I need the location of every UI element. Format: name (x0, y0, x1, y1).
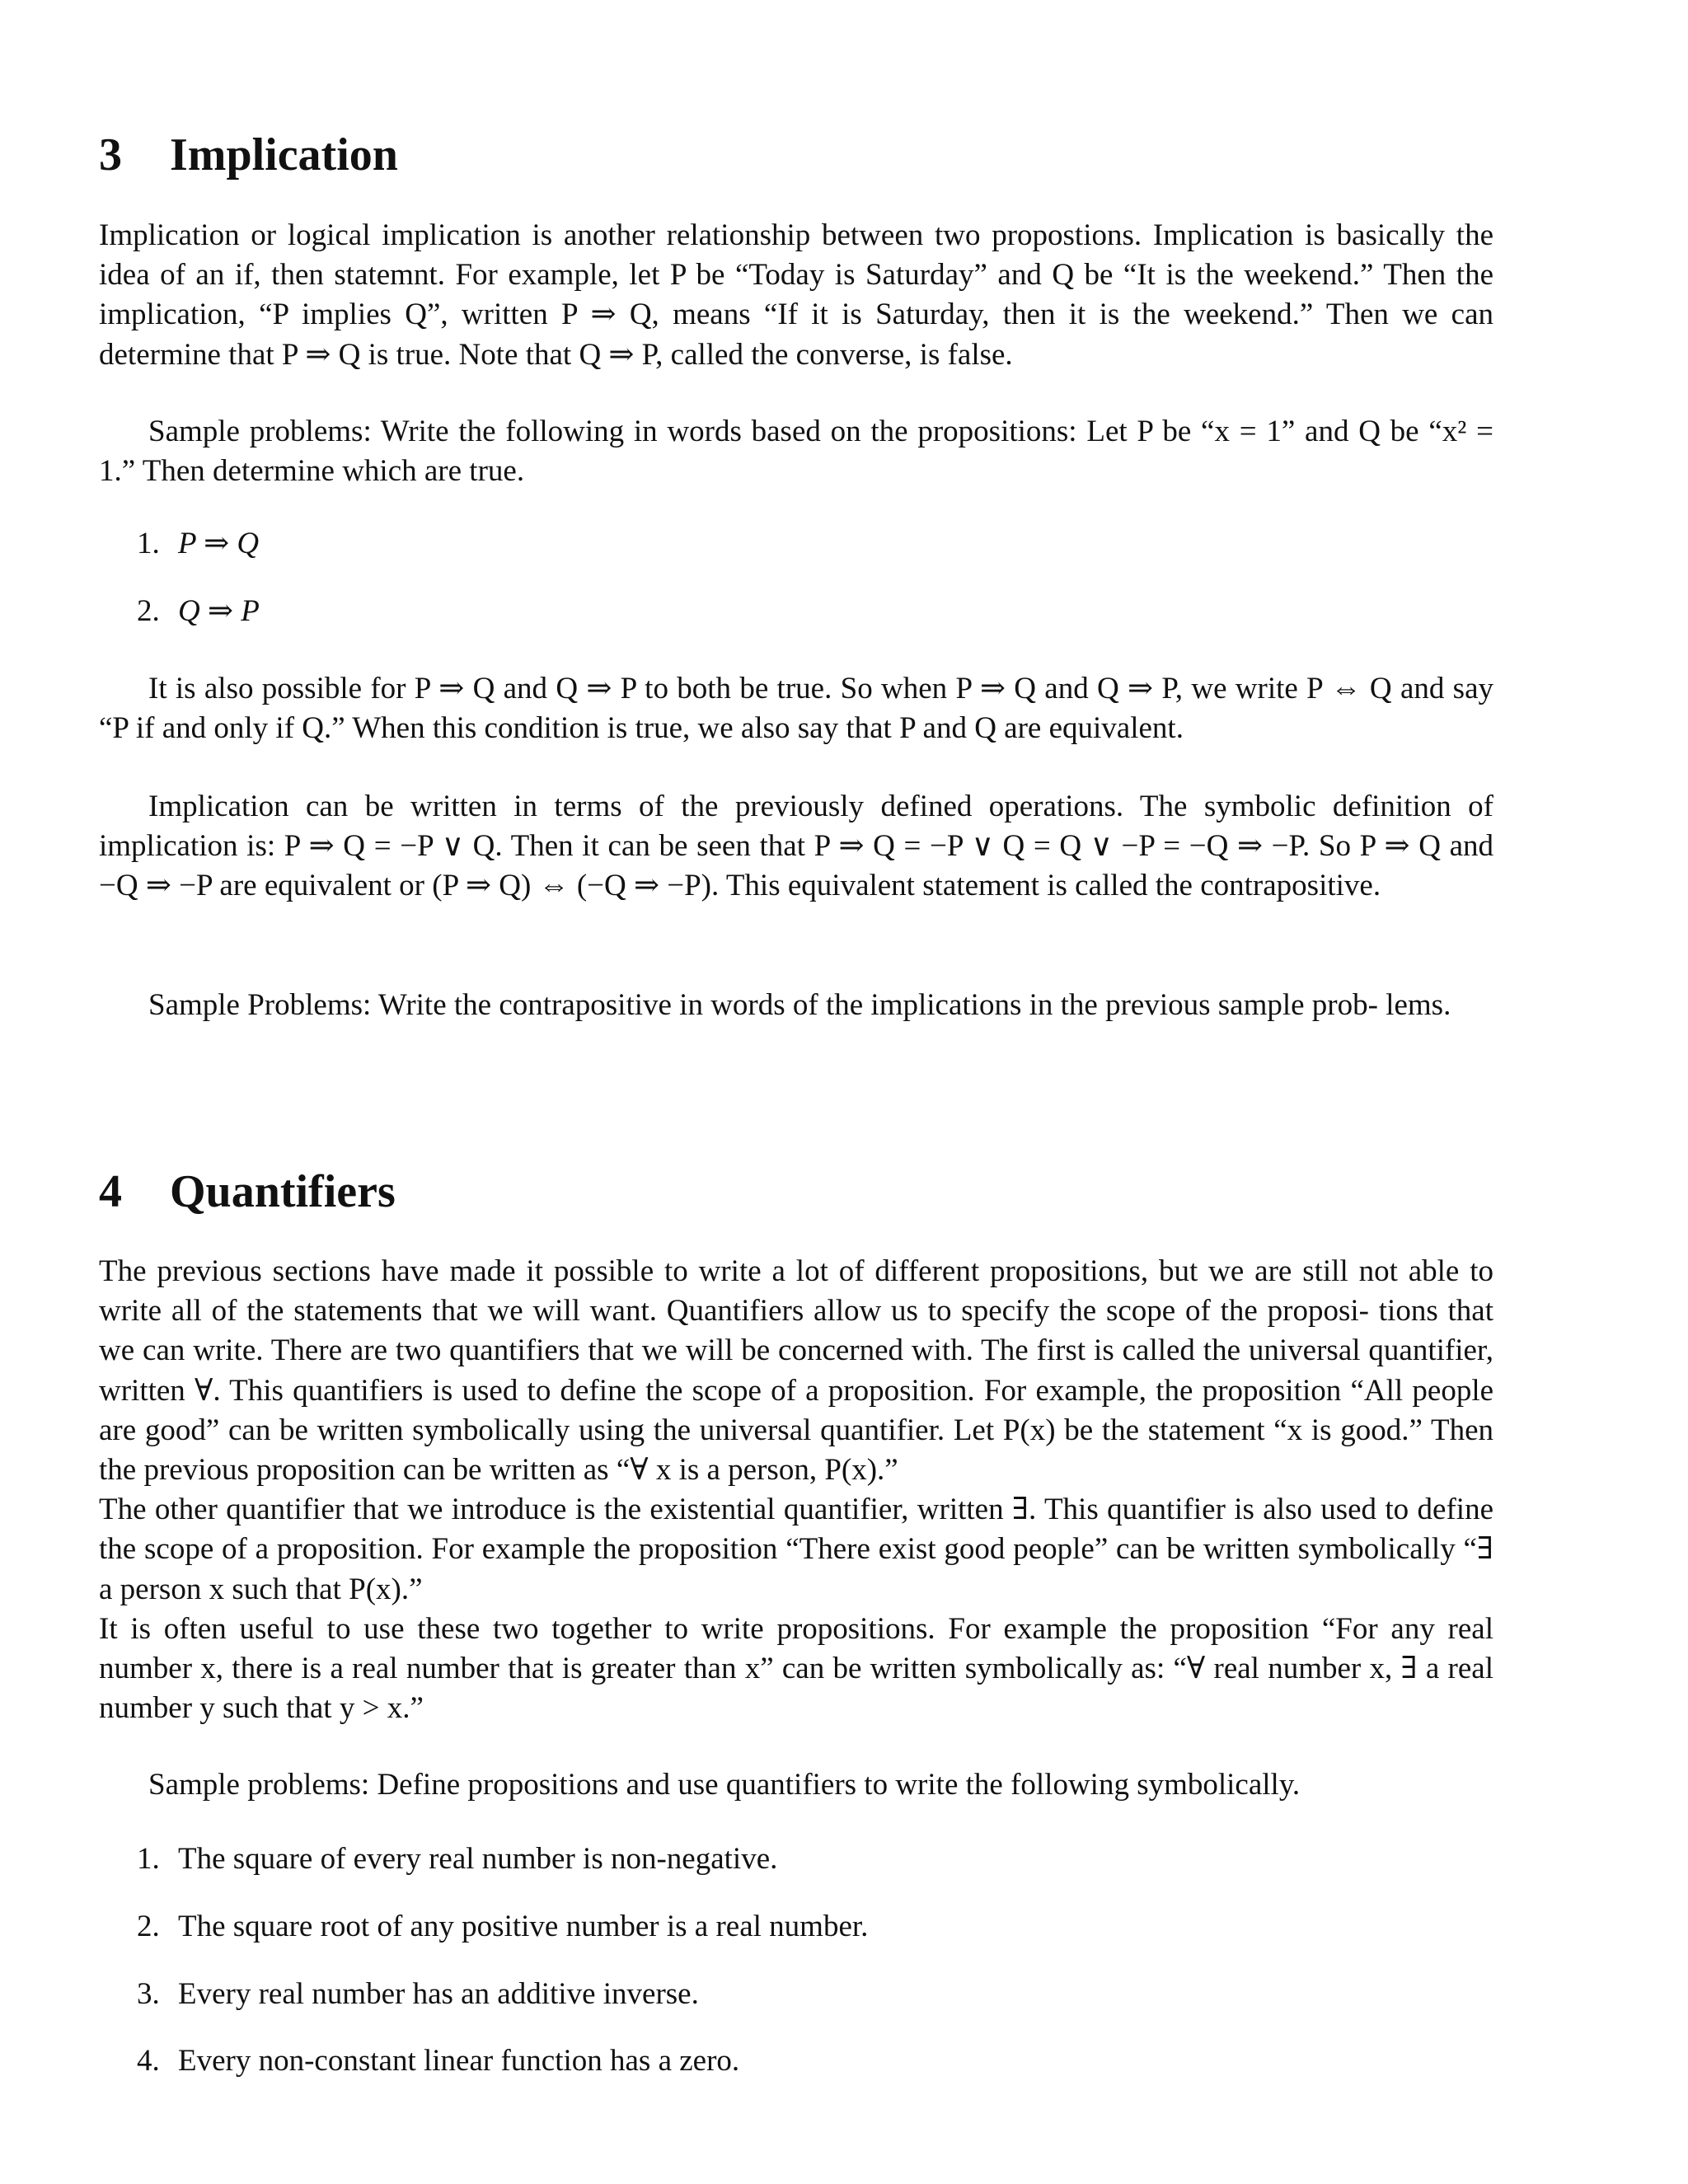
list-item: 2. Q ⇒ P (137, 594, 260, 628)
list-item: 1. P ⇒ Q (137, 527, 260, 560)
paragraph-sample-problems-2: Sample Problems: Write the contrapositive in words of the implications in the previous sample prob- lems. (148, 988, 1451, 1022)
section-number: 3 (99, 129, 122, 180)
paragraph-implication-intro: Implication or logical implication is another relationship between two propostions. Implication is basically the idea of an if, then statemnt. For example, let P be “Today is Saturday” and Q be “It is the weekend.” Then the implication, “P implies Q”, written P ⇒ Q, means “If it is Saturday, then it is the weekend.” Then we can determine that P ⇒ Q is true. Note that Q ⇒ P, called the converse, is false. (99, 218, 1493, 372)
section-number: 4 (99, 1166, 122, 1217)
section-title: Quantifiers (170, 1166, 396, 1217)
list-item: 3. Every real number has an additive inverse. (137, 1977, 699, 2011)
paragraph-contrapositive: Implication can be written in terms of the previously defined operations. The symbolic definition of implication is: P ⇒ Q = −P ∨ Q. Then it can be seen that P ⇒ Q = −P ∨ Q = Q ∨ −P = −Q ⇒ −P. So P ⇒ Q and −Q ⇒ −P are equivalent or (P ⇒ Q) ⇔ (−Q ⇒ −P). This equivalent statement is called the contrapositive. (99, 790, 1493, 903)
list-item: 2. The square root of any positive number is a real number. (137, 1910, 869, 1943)
section-heading-quantifiers (99, 1166, 396, 1217)
paragraph-sample-problems-1: Sample problems: Write the following in words based on the propositions: Let P be “x = 1” and Q be “x² = 1.” Then determine which are true. (99, 415, 1494, 489)
section-title: Implication (170, 129, 398, 180)
list-item: 4. Every non-constant linear function has a zero. (137, 2044, 740, 2078)
paragraph-quantifiers: The previous sections have made it possible to write a lot of different propositions, but we are still not able to write all of the statements that we will want. Quantifiers allow us to specify the scope of the proposi- tions that we can write. There are two quantifiers that we will be concerned with. The first is called the universal quantifier, written ∀. This quantifiers is used to define the scope of a proposition. For example, the proposition “All people are good” can be written symbolically using the universal quantifier. Let P(x) be the statement “x is good.” Then the previous proposition can be written as “∀ x is a person, P(x).” The other quantifier that we introduce is the existential quantifier, written ∃. This quantifier is also used to define the scope of a proposition. For example the proposition “There exist good people” can be written symbolically “∃ a person x such that P(x).” It is often useful to use these two together to write propositions. For example the proposition “For any real number x, there is a real number that is greater than x” can be written symbolically as: “∀ real number x, ∃ a real number y such that y > x.” (99, 1254, 1494, 1726)
paragraph-biconditional: It is also possible for P ⇒ Q and Q ⇒ P to both be true. So when P ⇒ Q and Q ⇒ P, we write P ⇔ Q and say “P if and only if Q.” When this condition is true, we also say that P and Q are equivalent. (99, 672, 1493, 746)
section-heading-implication (99, 129, 398, 180)
list-item: 1. The square of every real number is non-negative. (137, 1842, 778, 1876)
paragraph-sample-problems-3: Sample problems: Define propositions and use quantifiers to write the following symbolically. (148, 1768, 1301, 1802)
